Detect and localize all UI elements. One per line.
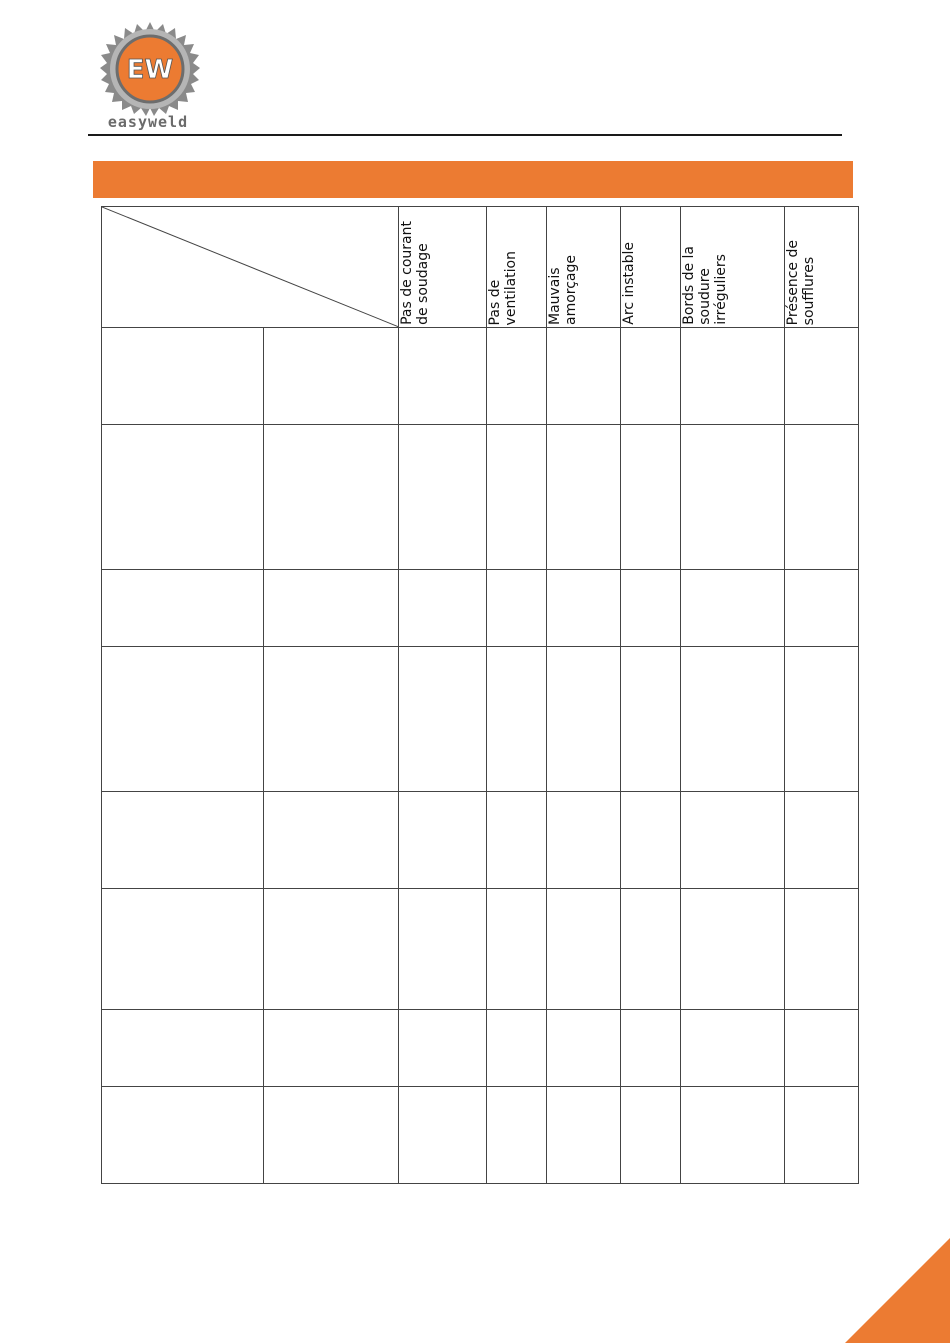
table-cell bbox=[681, 792, 785, 889]
column-header-label: Bords de la soudure irréguliers bbox=[681, 246, 729, 325]
table-cell bbox=[487, 1087, 547, 1184]
column-header bbox=[487, 207, 547, 328]
table-row bbox=[102, 1087, 859, 1184]
table-row bbox=[102, 1010, 859, 1087]
table-cell bbox=[547, 328, 621, 425]
table-cell bbox=[621, 570, 681, 647]
table-cell bbox=[102, 425, 264, 570]
column-header bbox=[785, 207, 859, 328]
table-row bbox=[102, 647, 859, 792]
table-row bbox=[102, 328, 859, 425]
column-header-label: Arc instable bbox=[621, 242, 637, 325]
table-cell bbox=[681, 1087, 785, 1184]
table-cell bbox=[399, 1010, 487, 1087]
table-cell bbox=[621, 425, 681, 570]
table-cell bbox=[547, 425, 621, 570]
column-header-label: Pas de courant de soudage bbox=[399, 221, 431, 325]
table-cell bbox=[487, 1010, 547, 1087]
table-cell bbox=[681, 328, 785, 425]
table-cell bbox=[785, 570, 859, 647]
troubleshooting-table bbox=[101, 206, 859, 1184]
table-cell bbox=[102, 1087, 264, 1184]
table-cell bbox=[102, 1010, 264, 1087]
table-cell bbox=[681, 889, 785, 1010]
table-cell bbox=[102, 570, 264, 647]
table-cell bbox=[264, 1010, 399, 1087]
table-cell bbox=[399, 328, 487, 425]
table-cell bbox=[681, 570, 785, 647]
table-cell bbox=[487, 328, 547, 425]
corner-accent bbox=[845, 1238, 950, 1343]
column-header-label: Présence de soufflures bbox=[785, 239, 817, 325]
table-cell bbox=[264, 647, 399, 792]
table-cell bbox=[547, 889, 621, 1010]
table-row bbox=[102, 425, 859, 570]
table-cell bbox=[399, 647, 487, 792]
table-cell bbox=[399, 570, 487, 647]
table-cell bbox=[681, 647, 785, 792]
table-cell bbox=[681, 425, 785, 570]
table-cell bbox=[621, 889, 681, 1010]
column-header bbox=[621, 207, 681, 328]
table-row bbox=[102, 889, 859, 1010]
table-row bbox=[102, 792, 859, 889]
column-header bbox=[399, 207, 487, 328]
table-cell bbox=[547, 1087, 621, 1184]
table-cell bbox=[547, 647, 621, 792]
logo-wordmark: easyweld bbox=[107, 113, 189, 131]
table-cell bbox=[547, 792, 621, 889]
table-cell bbox=[487, 792, 547, 889]
table-cell bbox=[547, 1010, 621, 1087]
table-cell bbox=[399, 425, 487, 570]
table-cell bbox=[681, 1010, 785, 1087]
table-cell bbox=[264, 425, 399, 570]
table-cell bbox=[785, 328, 859, 425]
table-cell bbox=[399, 889, 487, 1010]
table-cell bbox=[487, 425, 547, 570]
table-cell bbox=[102, 647, 264, 792]
table-cell bbox=[487, 647, 547, 792]
table-cell bbox=[264, 570, 399, 647]
table-cell bbox=[785, 1087, 859, 1184]
table-cell bbox=[785, 792, 859, 889]
table-cell bbox=[785, 425, 859, 570]
header-row bbox=[102, 207, 859, 328]
table-row bbox=[102, 570, 859, 647]
table-cell bbox=[621, 1010, 681, 1087]
diagonal-line bbox=[102, 207, 399, 327]
table-cell bbox=[621, 328, 681, 425]
diagonal-corner-cell bbox=[102, 207, 399, 328]
table-cell bbox=[621, 647, 681, 792]
table-cell bbox=[547, 570, 621, 647]
table-cell bbox=[785, 647, 859, 792]
table-cell bbox=[621, 1087, 681, 1184]
title-band bbox=[93, 161, 853, 198]
column-header bbox=[681, 207, 785, 328]
table-cell bbox=[264, 792, 399, 889]
table-cell bbox=[621, 792, 681, 889]
column-header-label: Mauvais amorçage bbox=[547, 254, 579, 325]
column-header-label: Pas de ventilation bbox=[487, 250, 519, 325]
table-cell bbox=[264, 1087, 399, 1184]
table-cell bbox=[102, 889, 264, 1010]
header-divider bbox=[88, 134, 842, 136]
table-cell bbox=[785, 889, 859, 1010]
table-cell bbox=[102, 792, 264, 889]
table-cell bbox=[399, 1087, 487, 1184]
table-cell bbox=[102, 328, 264, 425]
table-cell bbox=[487, 570, 547, 647]
easyweld-logo bbox=[100, 20, 200, 132]
column-header bbox=[547, 207, 621, 328]
table-cell bbox=[487, 889, 547, 1010]
logo-initials: EW bbox=[126, 55, 174, 85]
table-cell bbox=[399, 792, 487, 889]
table-cell bbox=[264, 889, 399, 1010]
table-cell bbox=[785, 1010, 859, 1087]
table-cell bbox=[264, 328, 399, 425]
